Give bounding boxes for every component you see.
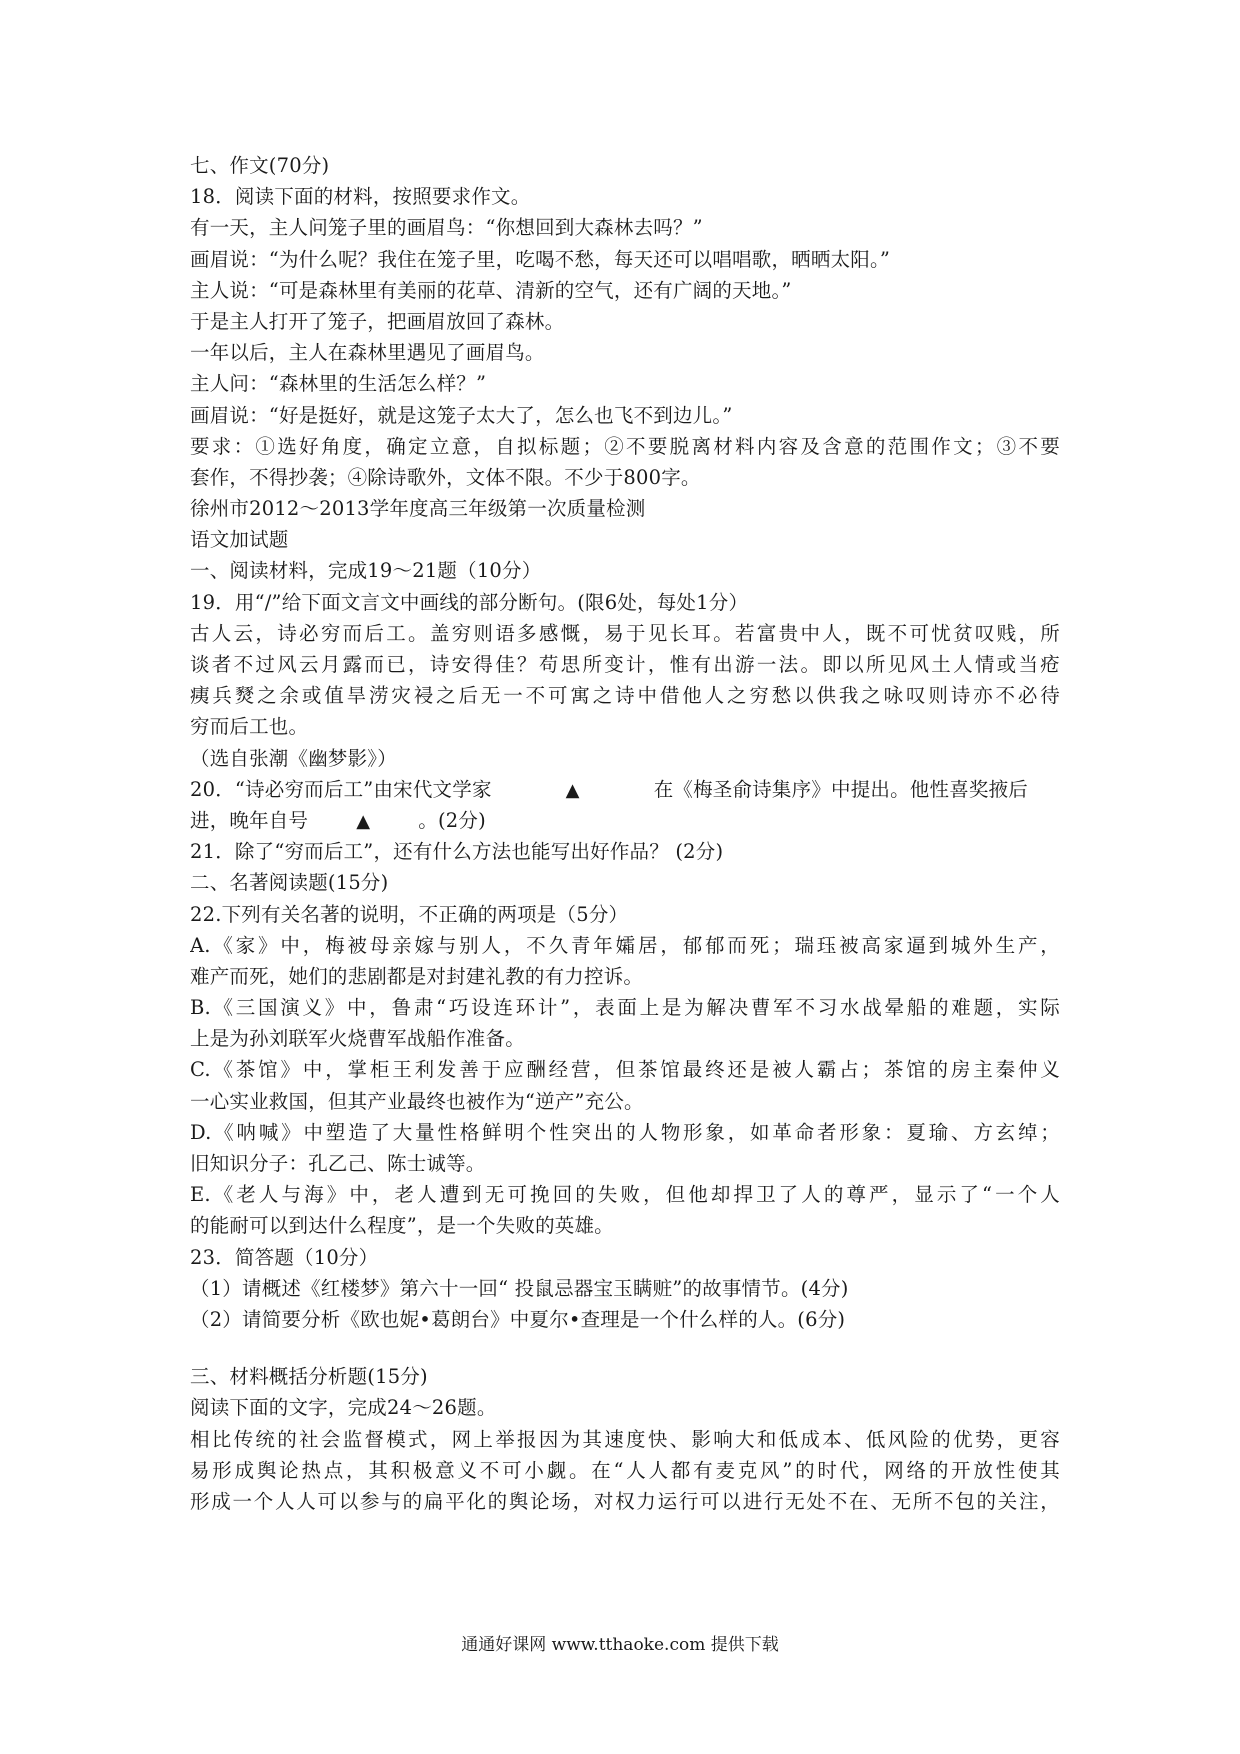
text-line: 于是主人打开了笼子，把画眉放回了森林。 — [190, 309, 565, 333]
text-line: 18．阅读下面的材料，按照要求作文。 — [190, 185, 531, 209]
text-line: 画眉说：“为什么呢？我住在笼子里，吃喝不愁，每天还可以唱唱歌，晒晒太阳。” — [190, 247, 891, 271]
text-line: 痍兵燹之余或值旱涝灾祲之后无一不可寓之诗中借他人之穷愁以供我之咏叹则诗亦不必待 — [190, 684, 1060, 708]
question-19: 19．用“/”给下面文言文中画线的部分断句。(限6处，每处1分） — [190, 590, 749, 614]
text-line: 有一天，主人问笼子里的画眉鸟：“你想回到大森林去吗？” — [190, 216, 703, 240]
question-23: 23．简答题（10分） — [190, 1245, 379, 1269]
text-line: 形成一个人人可以参与的扁平化的舆论场，对权力运行可以进行无处不在、无所不包的关注， — [190, 1489, 1060, 1513]
option-c-cont: 一心实业救国，但其产业最终也被作为“逆产”充公。 — [190, 1089, 644, 1113]
text-line: 谈者不过风云月露而已，诗安得佳？苟思所变计，惟有出游一法。即以所见风土人情或当疮 — [190, 653, 1060, 676]
q20-text: 进，晚年自号 — [190, 808, 309, 832]
text-line: 主人问：“森林里的生活怎么样？” — [190, 372, 487, 396]
source-note: （选自张潮《幽梦影》） — [190, 746, 397, 770]
text-line: 七、作文(70分) — [190, 154, 330, 177]
text-line: 要求：①选好角度，确定立意，自拟标题；②不要脱离材料内容及含意的范围作文；③不要 — [190, 434, 1060, 458]
section-heading: 二、名著阅读题(15分) — [190, 871, 389, 895]
question-22: 22.下列有关名著的说明，不正确的两项是（5分） — [190, 902, 629, 926]
text-line: 套作，不得抄袭；④除诗歌外，文体不限。不少于800字。 — [190, 465, 701, 489]
question-20-line1 — [190, 774, 1060, 805]
triangle-marker: ▲ — [565, 779, 580, 801]
option-e-cont: 的能耐可以到达什么程度”，是一个失败的英雄。 — [190, 1214, 614, 1238]
option-c: C.《茶馆》中，掌柜王利发善于应酬经营，但茶馆最终还是被人霸占；茶馆的房主秦仲义 — [190, 1058, 1060, 1082]
question-23-2: （2）请简要分析《欧也妮•葛朗台》中夏尔•查理是一个什么样的人。(6分) — [190, 1307, 846, 1331]
question-21: 21．除了“穷而后工”，还有什么方法也能写出好作品？ (2分) — [190, 840, 724, 864]
reading-instruction: 阅读下面的文字，完成24～26题。 — [190, 1396, 497, 1420]
spacer — [190, 1335, 1060, 1361]
q20-text: 在《梅圣俞诗集序》中提出。他性喜奖掖后 — [653, 777, 1029, 801]
option-b-cont: 上是为孙刘联军火烧曹军战船作准备。 — [190, 1027, 525, 1051]
exam-title: 徐州市2012～2013学年度高三年级第一次质量检测 — [190, 497, 646, 521]
text-line: 一年以后，主人在森林里遇见了画眉鸟。 — [190, 341, 545, 365]
text-line: 主人说：“可是森林里有美丽的花草、清新的空气，还有广阔的天地。” — [190, 278, 792, 302]
question-20-line2 — [190, 805, 1060, 836]
exam-subtitle: 语文加试题 — [190, 528, 289, 552]
option-b: B.《三国演义》中，鲁肃“巧设连环计”，表面上是为解决曹军不习水战晕船的难题，实际 — [190, 996, 1060, 1020]
text-line: 古人云，诗必穷而后工。盖穷则语多感慨，易于见长耳。若富贵中人，既不可忧贫叹贱，所 — [190, 621, 1060, 645]
question-23-1: （1）请概述《红楼梦》第六十一回“ 投鼠忌器宝玉瞒赃”的故事情节。(4分) — [190, 1276, 849, 1300]
q20-text: 20．“诗必穷而后工”由宋代文学家 — [190, 777, 492, 801]
text-line: 相比传统的社会监督模式，网上举报因为其速度快、影响大和低成本、低风险的优势，更容 — [190, 1427, 1060, 1451]
text-line: 画眉说：“好是挺好，就是这笼子太大了，怎么也飞不到边儿。” — [190, 403, 733, 427]
q20-text: 。(2分) — [418, 808, 486, 832]
option-d-cont: 旧知识分子：孔乙己、陈士诚等。 — [190, 1152, 486, 1175]
triangle-marker: ▲ — [356, 810, 371, 832]
section-heading: 一、阅读材料，完成19～21题（10分） — [190, 559, 542, 583]
option-a-cont: 难产而死，她们的悲剧都是对封建礼教的有力控诉。 — [190, 964, 644, 988]
option-d: D.《呐喊》中塑造了大量性格鲜明个性突出的人物形象，如革命者形象：夏瑜、方玄绰； — [190, 1120, 1060, 1144]
exam-page — [190, 150, 1060, 1517]
section-composition — [190, 150, 1060, 493]
option-a: A.《家》中，梅被母亲嫁与别人，不久青年孀居，郁郁而死；瑞珏被高家逼到城外生产， — [190, 933, 1060, 957]
section-additional — [190, 493, 1060, 1517]
text-line: 易形成舆论热点，其积极意义不可小觑。在“人人都有麦克风”的时代，网络的开放性使其 — [190, 1458, 1060, 1482]
section-heading: 三、材料概括分析题(15分) — [190, 1365, 428, 1389]
option-e: E.《老人与海》中，老人遭到无可挽回的失败，但他却捍卫了人的尊严，显示了“一个人 — [190, 1183, 1060, 1207]
page-footer: 通通好课网 www.tthaoke.com 提供下载 — [461, 1635, 779, 1655]
text-line: 穷而后工也。 — [190, 715, 309, 739]
